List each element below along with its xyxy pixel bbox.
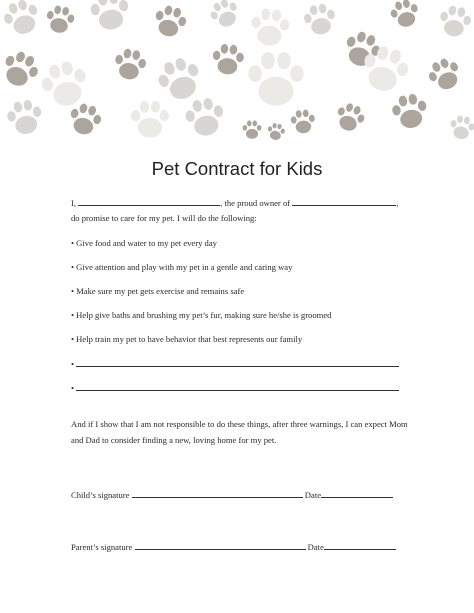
bullet: • bbox=[71, 286, 75, 296]
item-text: Help give baths and brushing my pet’s fur, making sure he/she is groomed bbox=[76, 310, 332, 320]
bullet: • bbox=[71, 383, 75, 393]
intro-prefix: I, bbox=[71, 198, 77, 208]
item-text: Give food and water to my pet every day bbox=[76, 238, 217, 248]
paw-print-icon bbox=[290, 109, 316, 134]
intro-line bbox=[71, 197, 398, 209]
paw-print-icon bbox=[38, 57, 92, 111]
bullet: • bbox=[71, 310, 75, 320]
intro-middle: , the proud owner of bbox=[220, 198, 291, 208]
paw-print-icon bbox=[266, 122, 286, 141]
parent-signature-blank[interactable] bbox=[135, 541, 306, 550]
blank-list-item bbox=[71, 382, 399, 394]
paw-print-icon bbox=[207, 0, 243, 31]
parent-signature-label: Parent’s signature bbox=[71, 542, 133, 552]
item-text: Make sure my pet gets exercise and remains safe bbox=[76, 286, 245, 296]
list-item bbox=[71, 310, 331, 321]
custom-item-blank[interactable] bbox=[76, 358, 399, 367]
paw-print-icon bbox=[243, 120, 262, 138]
paw-print-icon bbox=[333, 100, 368, 135]
blank-list-item bbox=[71, 358, 399, 370]
closing-paragraph: And if I show that I am not responsible to do these things, after three warnings, I can expect Mom and Dad to consider finding a new, loving home for my pet. bbox=[71, 419, 408, 445]
paw-print-icon bbox=[302, 2, 338, 37]
paw-print-icon bbox=[151, 3, 189, 40]
paw-print-icon bbox=[388, 0, 421, 30]
list-item bbox=[71, 286, 244, 297]
paw-print-icon bbox=[390, 92, 430, 131]
date-label: Date bbox=[304, 490, 322, 500]
paw-print-icon bbox=[112, 47, 148, 82]
promise-line: do promise to care for my pet. I will do the following: bbox=[71, 213, 257, 223]
page-title: Pet Contract for Kids bbox=[151, 158, 323, 179]
child-signature-blank[interactable] bbox=[132, 489, 303, 498]
parent-signature-line bbox=[71, 541, 396, 553]
paw-print-icon bbox=[248, 52, 303, 105]
paw-print-icon bbox=[211, 43, 244, 76]
paw-print-icon bbox=[424, 54, 465, 94]
child-date-blank[interactable] bbox=[321, 489, 393, 498]
list-item bbox=[71, 238, 217, 249]
child-signature-label: Child’s signature bbox=[71, 490, 130, 500]
paw-print-icon bbox=[0, 47, 43, 92]
paw-print-icon bbox=[340, 28, 384, 71]
paw-print-icon bbox=[437, 4, 473, 39]
paw-print-icon bbox=[131, 101, 169, 138]
bullet: • bbox=[71, 334, 75, 344]
paw-print-icon bbox=[183, 96, 227, 139]
item-text: Help train my pet to have behavior that best represents our family bbox=[76, 334, 303, 344]
paw-print-icon bbox=[250, 7, 291, 47]
list-item bbox=[71, 262, 292, 273]
paw-print-icon bbox=[66, 101, 104, 138]
bullet: • bbox=[71, 262, 75, 272]
bullet: • bbox=[71, 238, 75, 248]
pet-name-blank[interactable] bbox=[292, 197, 399, 208]
intro-suffix: , bbox=[396, 198, 399, 208]
custom-item-blank[interactable] bbox=[76, 382, 399, 391]
paw-print-icon bbox=[448, 114, 474, 141]
paw-print-icon bbox=[5, 98, 45, 137]
child-signature-line bbox=[71, 489, 393, 501]
parent-date-blank[interactable] bbox=[324, 541, 396, 550]
list-item bbox=[71, 334, 302, 345]
paw-print-icon bbox=[44, 4, 76, 35]
date-label: Date bbox=[307, 542, 324, 552]
paw-print-icon bbox=[153, 53, 205, 105]
paw-print-banner bbox=[0, 0, 474, 142]
paw-print-icon bbox=[89, 0, 132, 32]
paw-print-icon bbox=[0, 0, 44, 39]
owner-name-blank[interactable] bbox=[78, 197, 220, 206]
item-text: Give attention and play with my pet in a gentle and caring way bbox=[76, 262, 293, 272]
bullet: • bbox=[71, 359, 75, 369]
